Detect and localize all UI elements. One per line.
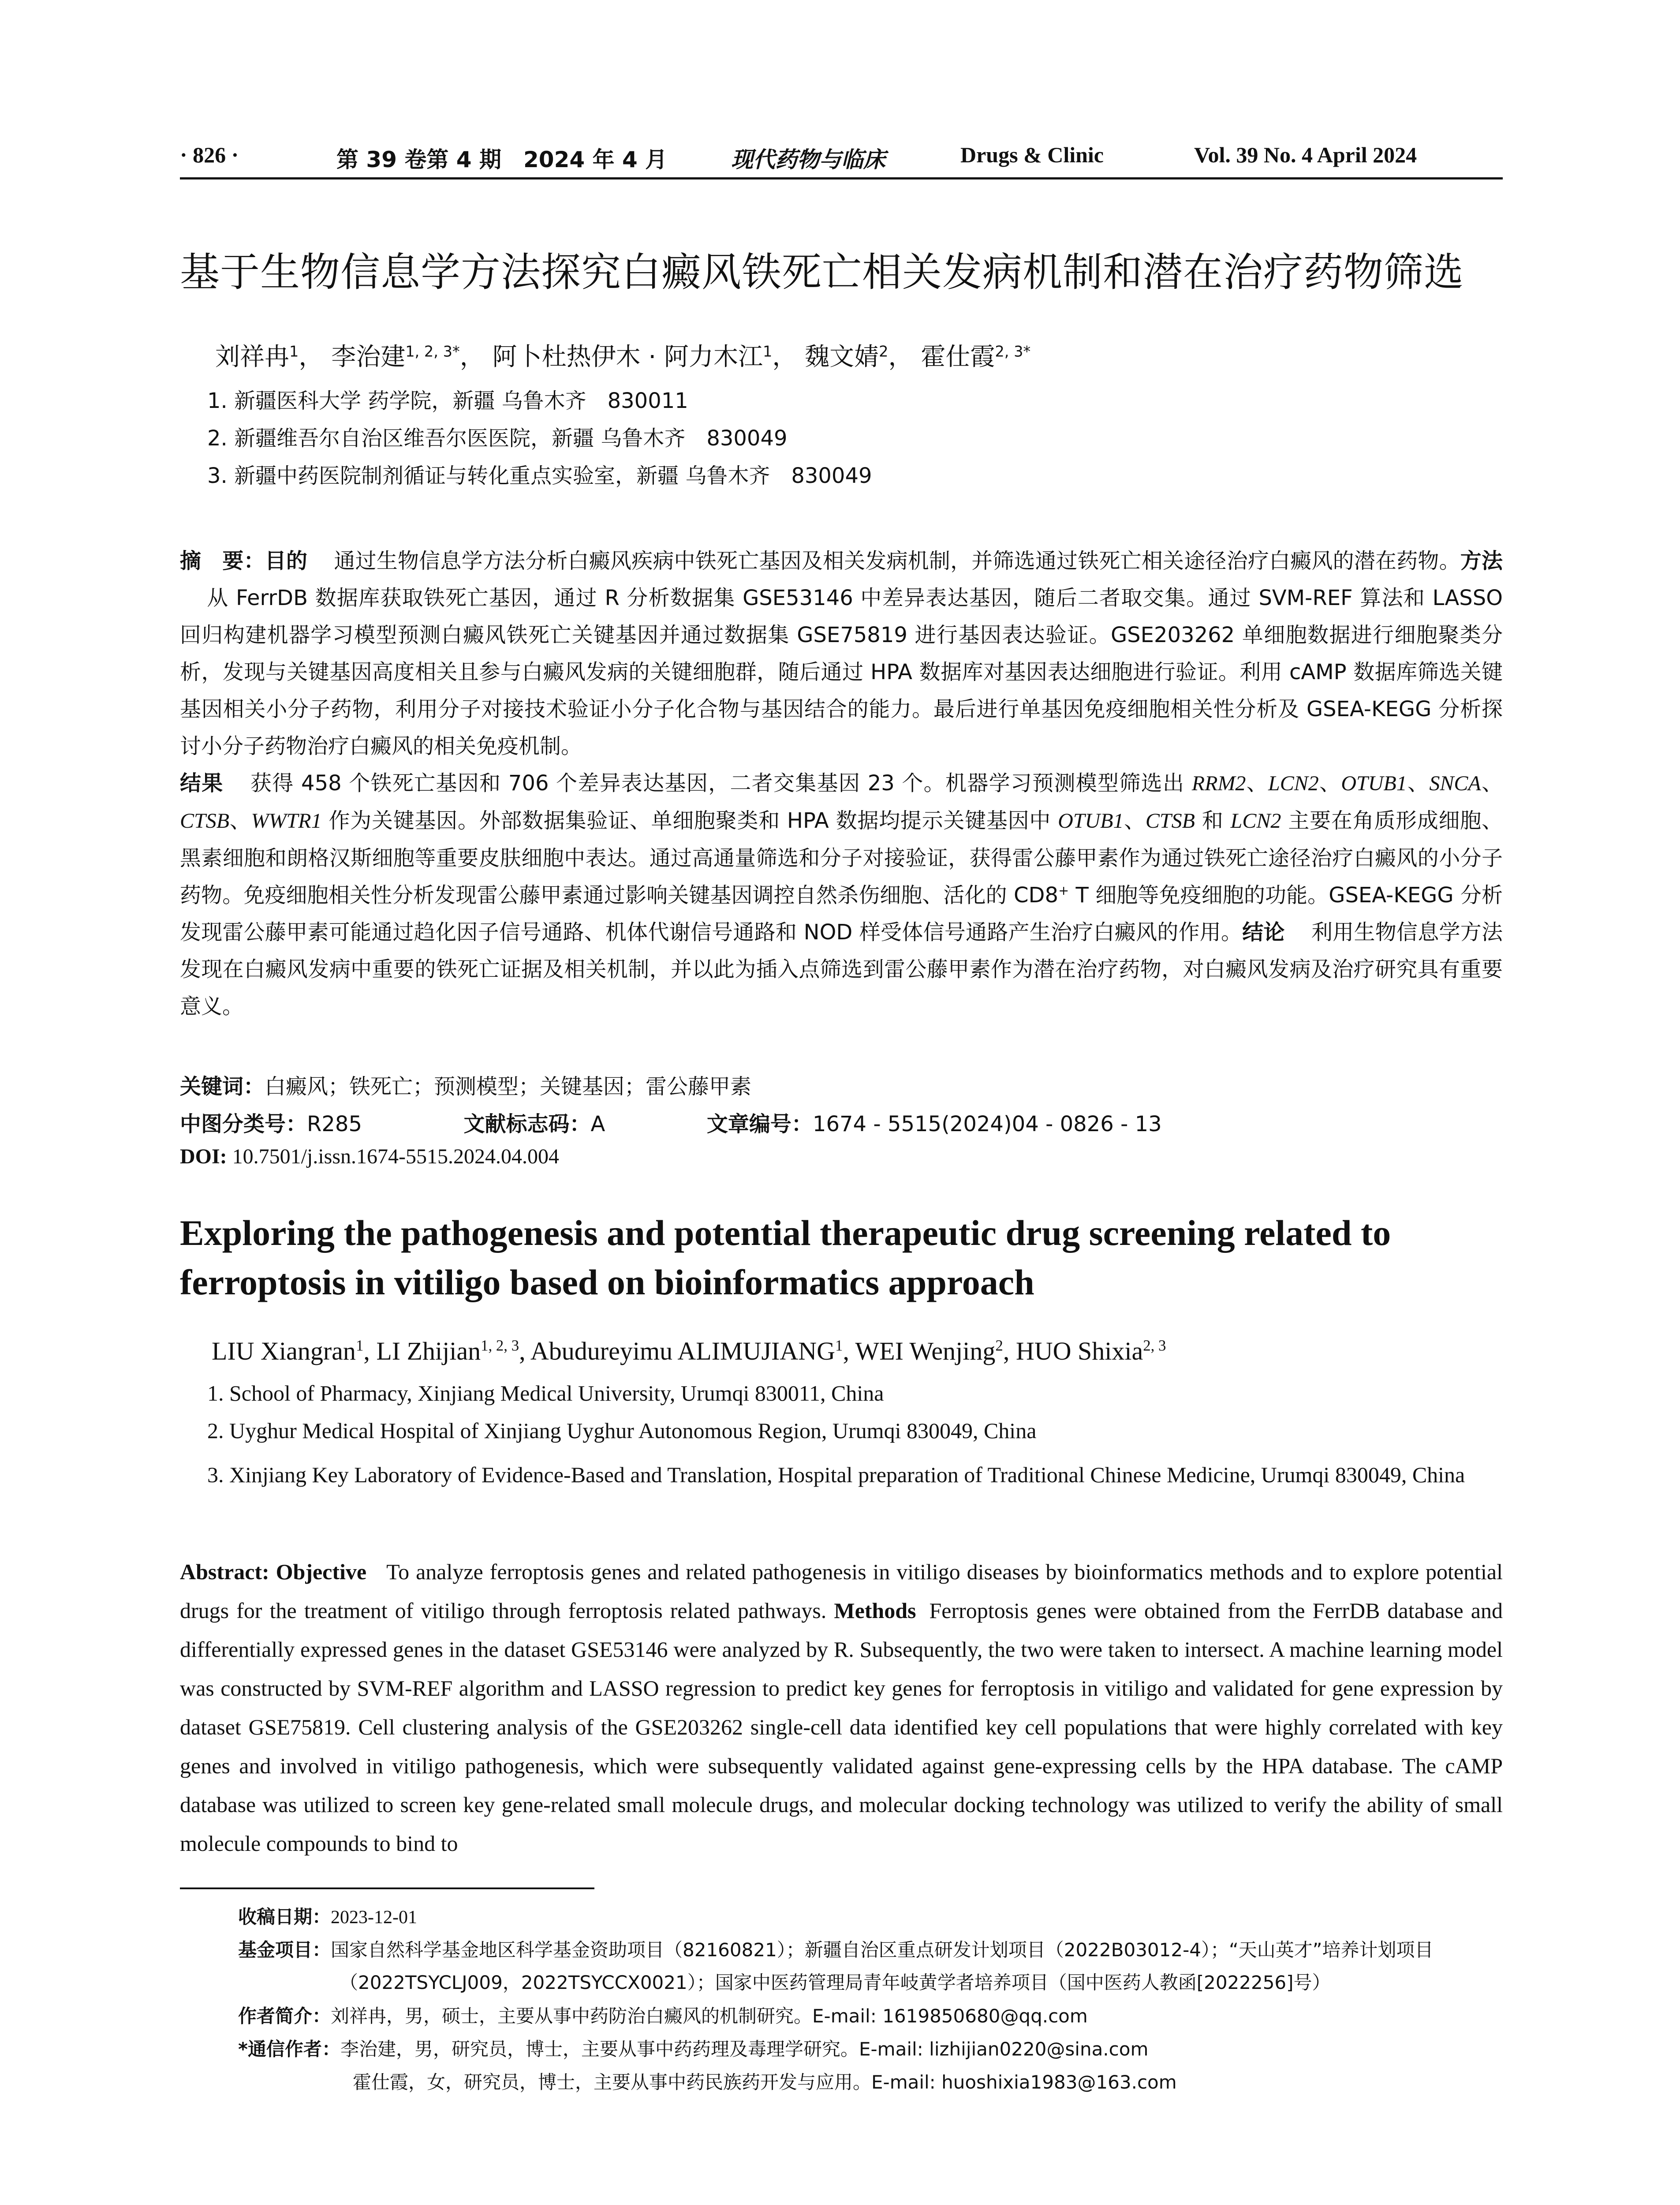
doi-line (180, 1144, 559, 1169)
gene-name: CTSB (180, 809, 230, 833)
article-label: 文章编号： (706, 1112, 813, 1136)
running-header (180, 142, 1503, 173)
author-bio-label: 作者简介： (238, 2005, 331, 2027)
corresponding-author-1: 李治建，男，研究员，博士，主要从事中药药理及毒理学研究。E-mail: lizhijian0220@sina.com (340, 2038, 1149, 2060)
results-text: T 细胞等免疫细胞的功能。GSEA-KEGG 分析发现雷公藤甲素可能通过趋化因子信号通路、机体代谢信号通路和 NOD 样受体信号通路产生治疗白癜风的作用。 (180, 883, 1503, 945)
separator: 和 (1195, 808, 1231, 833)
clc-value: R285 (307, 1112, 362, 1136)
gene-name: LCN2 (1230, 809, 1281, 833)
authors-en: LIU Xiangran$^1$, LI Zhijian$^{1, 2, 3}$, Abudureyimu ALIMUJIANG$^1$, WEI Wenjing$^2$, HUO Shixia$^{2, 3}$ (212, 1337, 1166, 1365)
author-sup: 1, 2, 3 (481, 1337, 519, 1354)
gene-name: CTSB (1145, 809, 1195, 833)
doc-label: 文献标志码： (463, 1112, 591, 1136)
doc-value: A (590, 1112, 605, 1136)
author-cn: 阿卜杜热伊木 · 阿力木江 (492, 343, 763, 371)
results-text: 主要在角质形成细胞、黑素细胞和朗格汉斯细胞等重要皮肤细胞中表达。通过高通量筛选和分子对接验证，获得雷公藤甲素作为通过铁死亡途径治疗白癜风的小分子药物。免疫细胞相关性分析发现雷公藤甲素通过影响关键基因调控自然杀伤细胞、活化的 CD8 (180, 808, 1503, 908)
author-sup: 1 (289, 343, 299, 360)
corresponding-label: *通信作者： (238, 2038, 340, 2060)
received-date: 2023-12-01 (331, 1907, 417, 1928)
separator: 、 (1318, 771, 1341, 796)
gene-name: OTUB1 (1341, 772, 1407, 795)
author-sup: 2, 3 (1143, 1337, 1166, 1354)
objective-text: 通过生物信息学方法分析白癜风疾病中铁死亡基因及相关发病机制，并筛选通过铁死亡相关途径治疗白癜风的潜在药物。 (334, 549, 1460, 573)
conclusion-text: 利用生物信息学方法发现在白癜风发病中重要的铁死亡证据及相关机制，并以此为插入点筛选到雷公藤甲素作为潜在治疗药物，对白癜风发病及治疗研究具有重要意义。 (180, 920, 1503, 1019)
author-en: HUO Shixia (1015, 1337, 1143, 1365)
separator: 、 (1407, 771, 1430, 796)
received-label: 收稿日期： (238, 1906, 331, 1928)
issue-cn: 第 39 卷第 4 期 2024 年 4 月 (336, 147, 668, 172)
results-text: 作为关键基因。外部数据集验证、单细胞聚类和 HPA 数据均提示关键基因中 (321, 808, 1058, 833)
footnote-author (238, 2000, 1504, 2033)
doi-label: DOI: (180, 1145, 227, 1168)
author-sup: 2 (879, 343, 889, 360)
affiliation-en-2: 2. Uyghur Medical Hospital of Xinjiang Uyghur Autonomous Region, Urumqi 830049, China (207, 1418, 1037, 1443)
separator: 、 (1246, 771, 1269, 796)
author-sup: 1 (835, 1337, 843, 1354)
title-cn: 基于生物信息学方法探究白癜风铁死亡相关发病机制和潜在治疗药物筛选 (180, 249, 1464, 295)
author-sup: 1 (355, 1337, 364, 1354)
header-rule (180, 177, 1503, 179)
footnote-rule (180, 1887, 594, 1889)
title-en: Exploring the pathogenesis and potential therapeutic drug screening related to ferroptosis in vitiligo based on bioinformatics approach (180, 1213, 1391, 1302)
results-text: 获得 458 个铁死亡基因和 706 个差异表达基因，二者交集基因 23 个。机器学习预测模型筛选出 (250, 771, 1192, 796)
author-sup: 1 (762, 343, 773, 360)
author-cn: 霍仕霞 (921, 343, 995, 371)
footnote-corresponding-2: 霍仕霞，女，研究员，博士，主要从事中药民族药开发与应用。E-mail: huoshixia1983@163.com (353, 2071, 1177, 2093)
gene-name: RRM2 (1191, 772, 1246, 795)
affiliation-en-1: 1. School of Pharmacy, Xinjiang Medical University, Urumqi 830011, China (207, 1381, 884, 1405)
cd8-sup: + (1058, 883, 1069, 898)
conclusion-label: 结论 (1242, 920, 1285, 945)
author-cn: 刘祥冉 (215, 343, 289, 371)
fund-label: 基金项目： (238, 1939, 331, 1961)
affiliation-cn-2: 2. 新疆维吾尔自治区维吾尔医医院，新疆 乌鲁木齐 830049 (207, 426, 788, 451)
author-sup: 2 (995, 1337, 1003, 1354)
keywords-cn (180, 1069, 751, 1100)
results-label: 结果 (180, 771, 224, 796)
abstract-cn (180, 542, 1503, 1025)
clc-label: 中图分类号： (180, 1112, 307, 1136)
fund-text: 国家自然科学基金地区科学基金资助项目（82160821）；新疆自治区重点研发计划项目（2022B03012-4）；“天山英才”培养计划项目（2022TSYCLJ009，2022TSYCCX0021）；国家中医药管理局青年岐黄学者培养项目（国中医药人教函[2022256]号） (331, 1939, 1434, 1993)
author-cn: 李治建 (331, 343, 406, 371)
separator: 、 (1481, 771, 1503, 796)
methods-label: 方法 (1460, 549, 1503, 573)
objective-label: 目的 (265, 549, 308, 573)
methods-en-label: Methods (834, 1598, 916, 1623)
methods-text: 从 FerrDB 数据库获取铁死亡基因，通过 R 分析数据集 GSE53146 中差异表达基因，随后二者取交集。通过 SVM-REF 算法和 LASSO 回归构建机器学习模型预测白癜风铁死亡关键基因并通过数据集 GSE75819 进行基因表达验证。GSE203262 单细胞数据进行细胞聚类分析，发现与关键基因高度相关且参与白癜风发病的关键细胞群，随后通过 HPA 数据库对基因表达细胞进行验证。利用 cAMP 数据库筛选关键基因相关小分子药物，利用分子对接技术验证小分子化合物与基因结合的能力。最后进行单基因免疫细胞相关性分析及 GSEA-KEGG 分析探讨小分子药物治疗白癜风的相关免疫机制。 (180, 586, 1503, 759)
gene-name: WWTR1 (251, 809, 322, 833)
doi-value[interactable]: 10.7501/j.issn.1674-5515.2024.04.004 (232, 1145, 560, 1168)
footnote-corresponding (238, 2033, 1504, 2066)
classification-line (180, 1107, 1162, 1137)
separator: 、 (1124, 808, 1146, 833)
separator: 、 (229, 808, 251, 833)
objective-en-text: To analyze ferroptosis genes and related pathogenesis in vitiligo diseases by bioinformatics methods and to explore potential drugs for the treatment of vitiligo through ferroptosis related pathways. (180, 1559, 1503, 1623)
gene-name: OTUB1 (1058, 809, 1124, 833)
affiliation-cn-3: 3. 新疆中药医院制剂循证与转化重点实验室，新疆 乌鲁木齐 830049 (207, 463, 872, 488)
abstract-label: 摘 要： (180, 549, 265, 573)
author-sup: 2, 3* (995, 343, 1031, 360)
author-en: WEI Wenjing (855, 1337, 996, 1365)
author-en: LIU Xiangran (212, 1337, 356, 1365)
issue-en: Vol. 39 No. 4 April 2024 (1194, 142, 1417, 167)
keywords-label: 关键词： (180, 1074, 265, 1099)
affiliation-cn-1: 1. 新疆医科大学 药学院，新疆 乌鲁木齐 830011 (207, 389, 688, 413)
authors-cn: 刘祥冉$^1$， 李治建$^{1, 2, 3*}$， 阿卜杜热伊木 · 阿力木江$^1$， 魏文婧$^2$， 霍仕霞$^{2, 3*}$ (215, 343, 1031, 371)
journal-name-cn: 现代药物与临床 (731, 147, 885, 172)
journal-name-en: Drugs & Clinic (960, 142, 1104, 167)
page-number: · 826 · (180, 142, 239, 167)
footnote-fund (238, 1934, 1504, 1999)
affiliation-en-3: 3. Xinjiang Key Laboratory of Evidence-Based and Translation, Hospital preparation of Traditional Chinese Medicine, Urumqi 830049, China (207, 1462, 1465, 1487)
author-sup: 1, 2, 3* (405, 343, 460, 360)
article-value: 1674 - 5515(2024)04 - 0826 - 13 (812, 1112, 1162, 1136)
author-en: LI Zhijian (376, 1337, 481, 1365)
footnote-received (238, 1901, 1504, 1934)
author-en: Abudureyimu ALIMUJIANG (530, 1337, 836, 1365)
gene-name: SNCA (1429, 772, 1481, 795)
keywords-value: 白癜风；铁死亡；预测模型；关键基因；雷公藤甲素 (265, 1074, 752, 1099)
abstract-en-label: Abstract: Objective (180, 1559, 367, 1584)
author-cn: 魏文婧 (805, 343, 879, 371)
author-bio-text: 刘祥冉，男，硕士，主要从事中药防治白癜风的机制研究。E-mail: 1619850680@qq.com (331, 2005, 1088, 2027)
methods-en-text: Ferroptosis genes were obtained from the FerrDB database and differentially expressed genes in the dataset GSE53146 were analyzed by R. Subsequently, the two were taken to intersect. A machine learning model was constructed by SVM-REF algorithm and LASSO regression to predict key genes for ferroptosis in vitiligo and validated for gene expression by dataset GSE75819. Cell clustering analysis of the GSE203262 single-cell data identified key cell populations that were highly correlated with key genes and involved in vitiligo pathogenesis, which were subsequently validated against gene-expressing cells by the HPA database. The cAMP database was utilized to screen key gene-related small molecule drugs, and molecular docking technology was utilized to verify the ability of small molecule compounds to bind to (180, 1598, 1503, 1856)
abstract-en (180, 1552, 1503, 1863)
gene-name: LCN2 (1268, 772, 1319, 795)
